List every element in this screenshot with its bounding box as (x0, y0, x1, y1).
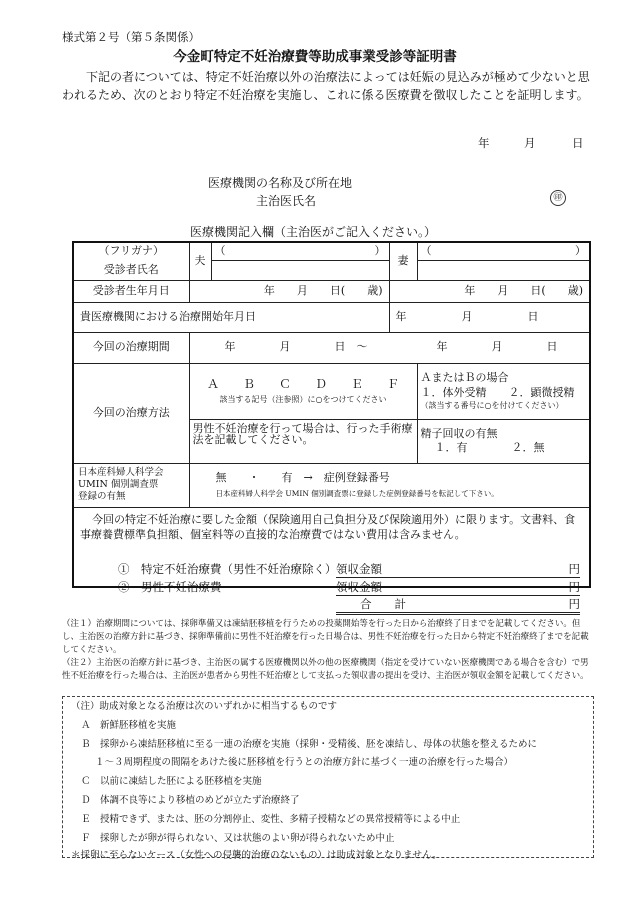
cost-item-1-amount[interactable]: 領収金額 円 (336, 562, 580, 576)
cost-item-2-label: ② 男性不妊治療費 (118, 580, 222, 594)
eligible-treatments-box (62, 696, 594, 861)
sperm-retrieval-field[interactable]: 精子回収の有無 １．有 ２．無 (417, 419, 590, 463)
box-item-b1: Ｂ 採卵から凍結胚移植に至る一連の治療を実施（採卵・受精後、胚を凍結し、母体の状態を整えるために (81, 739, 538, 750)
certificate-table (72, 241, 591, 588)
start-date-label: 貴医療機関における治療開始年月日 (73, 302, 389, 332)
wife-furigana-field[interactable]: （ ） (417, 242, 590, 260)
patient-name-label: 受診者氏名 (73, 260, 189, 280)
umin-field[interactable]: 無 ・ 有 → 症例登録番号 日本産科婦人科学会 UMIN 個別調査票に登録した症例登録番号を転記して下さい。 (189, 463, 590, 507)
note-2: （注２）主治医の治療方針に基づき、主治医の属する医療機関以外の他の医療機関（指定を受けていない医療機関である場合を含む）で男性不妊治療を行った場合は、主治医が患者から男性不妊治療として支払った領収書の提出を受け、主治医が領収金額を記載してください。 (62, 658, 589, 681)
ab-case-field[interactable]: ＡまたはＢの場合 １．体外受精 ２．顕微授精 （該当する番号に○を付けてください） (417, 363, 590, 419)
document-title: 今金町特定不妊治療費等助成事業受診等証明書 (173, 49, 457, 65)
husband-birth-field[interactable]: 年 月 日( 歳) (189, 280, 389, 302)
note-1: （注１）治療期間については、採卵準備又は凍結胚移植を行うための投薬開始等を行った日から治療終了日までを記載してください。但し、主治医の治療方針に基づき、採卵準備前に男性不妊治療を行った日場合は、男性不妊治療を行った日から特定不妊治療終了までを記載してください。 (62, 619, 589, 655)
section-title: 医療機関記入欄（主治医がご記入ください。） (190, 225, 437, 239)
umin-label: 日本産科婦人科学会 UMIN 個別調査票 登録の有無 (73, 463, 189, 507)
method-letters-field[interactable]: Ａ Ｂ Ｃ Ｄ Ｅ Ｆ 該当する記号（注参照）に○をつけてください (189, 363, 417, 419)
husband-furigana-field[interactable]: （ ） (211, 242, 389, 260)
birth-date-label: 受診者生年月日 (73, 280, 189, 302)
date-year: 年 (478, 136, 490, 150)
box-item-f: Ｆ 採卵したが卵が得られない、又は状態のよい卵が得られないため中止 (81, 833, 395, 844)
seal-mark: ㊞ (550, 190, 566, 206)
husband-name-field[interactable] (211, 260, 389, 280)
wife-birth-field[interactable]: 年 月 日( 歳) (389, 280, 590, 302)
start-date-field[interactable]: 年 月 日 (389, 302, 590, 332)
box-item-e: Ｅ 授精できず、または、胚の分割停止、変性、多精子授精などの異常授精等による中止 (81, 814, 461, 825)
date-day: 日 (572, 136, 584, 150)
period-field[interactable]: 年 月 日 ～ 年 月 日 (189, 332, 590, 363)
doctor-label: 主治医氏名 (256, 194, 317, 208)
cost-item-2-amount[interactable]: 領収金額 円 (336, 580, 580, 594)
wife-name-field[interactable] (417, 260, 590, 280)
box-star-note: ＊採卵に至らないケース（女性への侵襲的治療のないもの）は助成対象となりません。 (71, 850, 442, 861)
furigana-label: （フリガナ） (73, 242, 189, 260)
box-item-d: Ｄ 体調不良等により移植のめどが立たず治療終了 (81, 795, 300, 806)
box-item-b2: １～３周期程度の間隔をあけた後に胚移植を行うとの治療方針に基づく一連の治療を行った場合） (95, 757, 514, 768)
form-number: 様式第２号（第５条関係） (62, 30, 200, 44)
box-heading: （注）助成対象となる治療は次のいずれかに相当するものです (71, 701, 338, 712)
institution-label: 医療機関の名称及び所在地 (208, 176, 353, 190)
intro-paragraph: 下記の者については、特定不妊治療以外の治療法によっては妊娠の見込みが極めて少ないと思われるため、次のとおり特定不妊治療を実施し、これに係る医療費を徴収したことを証明します。 (62, 70, 590, 102)
wife-label: 妻 (389, 242, 417, 280)
box-item-a: Ａ 新鮮胚移植を実施 (81, 720, 177, 731)
cost-item-1-label: ① 特定不妊治療費（男性不妊治療除く） (118, 562, 337, 576)
date-month: 月 (524, 136, 536, 150)
cost-total-amount[interactable]: 合 計 円 (336, 597, 580, 615)
husband-label: 夫 (189, 242, 211, 280)
box-item-c: Ｃ 以前に凍結した胚による胚移植を実施 (81, 776, 262, 787)
method-label: 今回の治療方法 (73, 363, 189, 463)
period-label: 今回の治療期間 (73, 332, 189, 363)
cost-section: 今回の特定不妊治療に要した金額（保険適用自己負担分及び保険適用外）に限ります。文書料、食事療養費標準負担額、個室料等の直接的な治療費ではない費用は含みません。 (73, 507, 590, 587)
male-surgery-field[interactable]: 男性不妊治療を行って場合は、行った手術療法を記載してください。 (189, 419, 417, 463)
